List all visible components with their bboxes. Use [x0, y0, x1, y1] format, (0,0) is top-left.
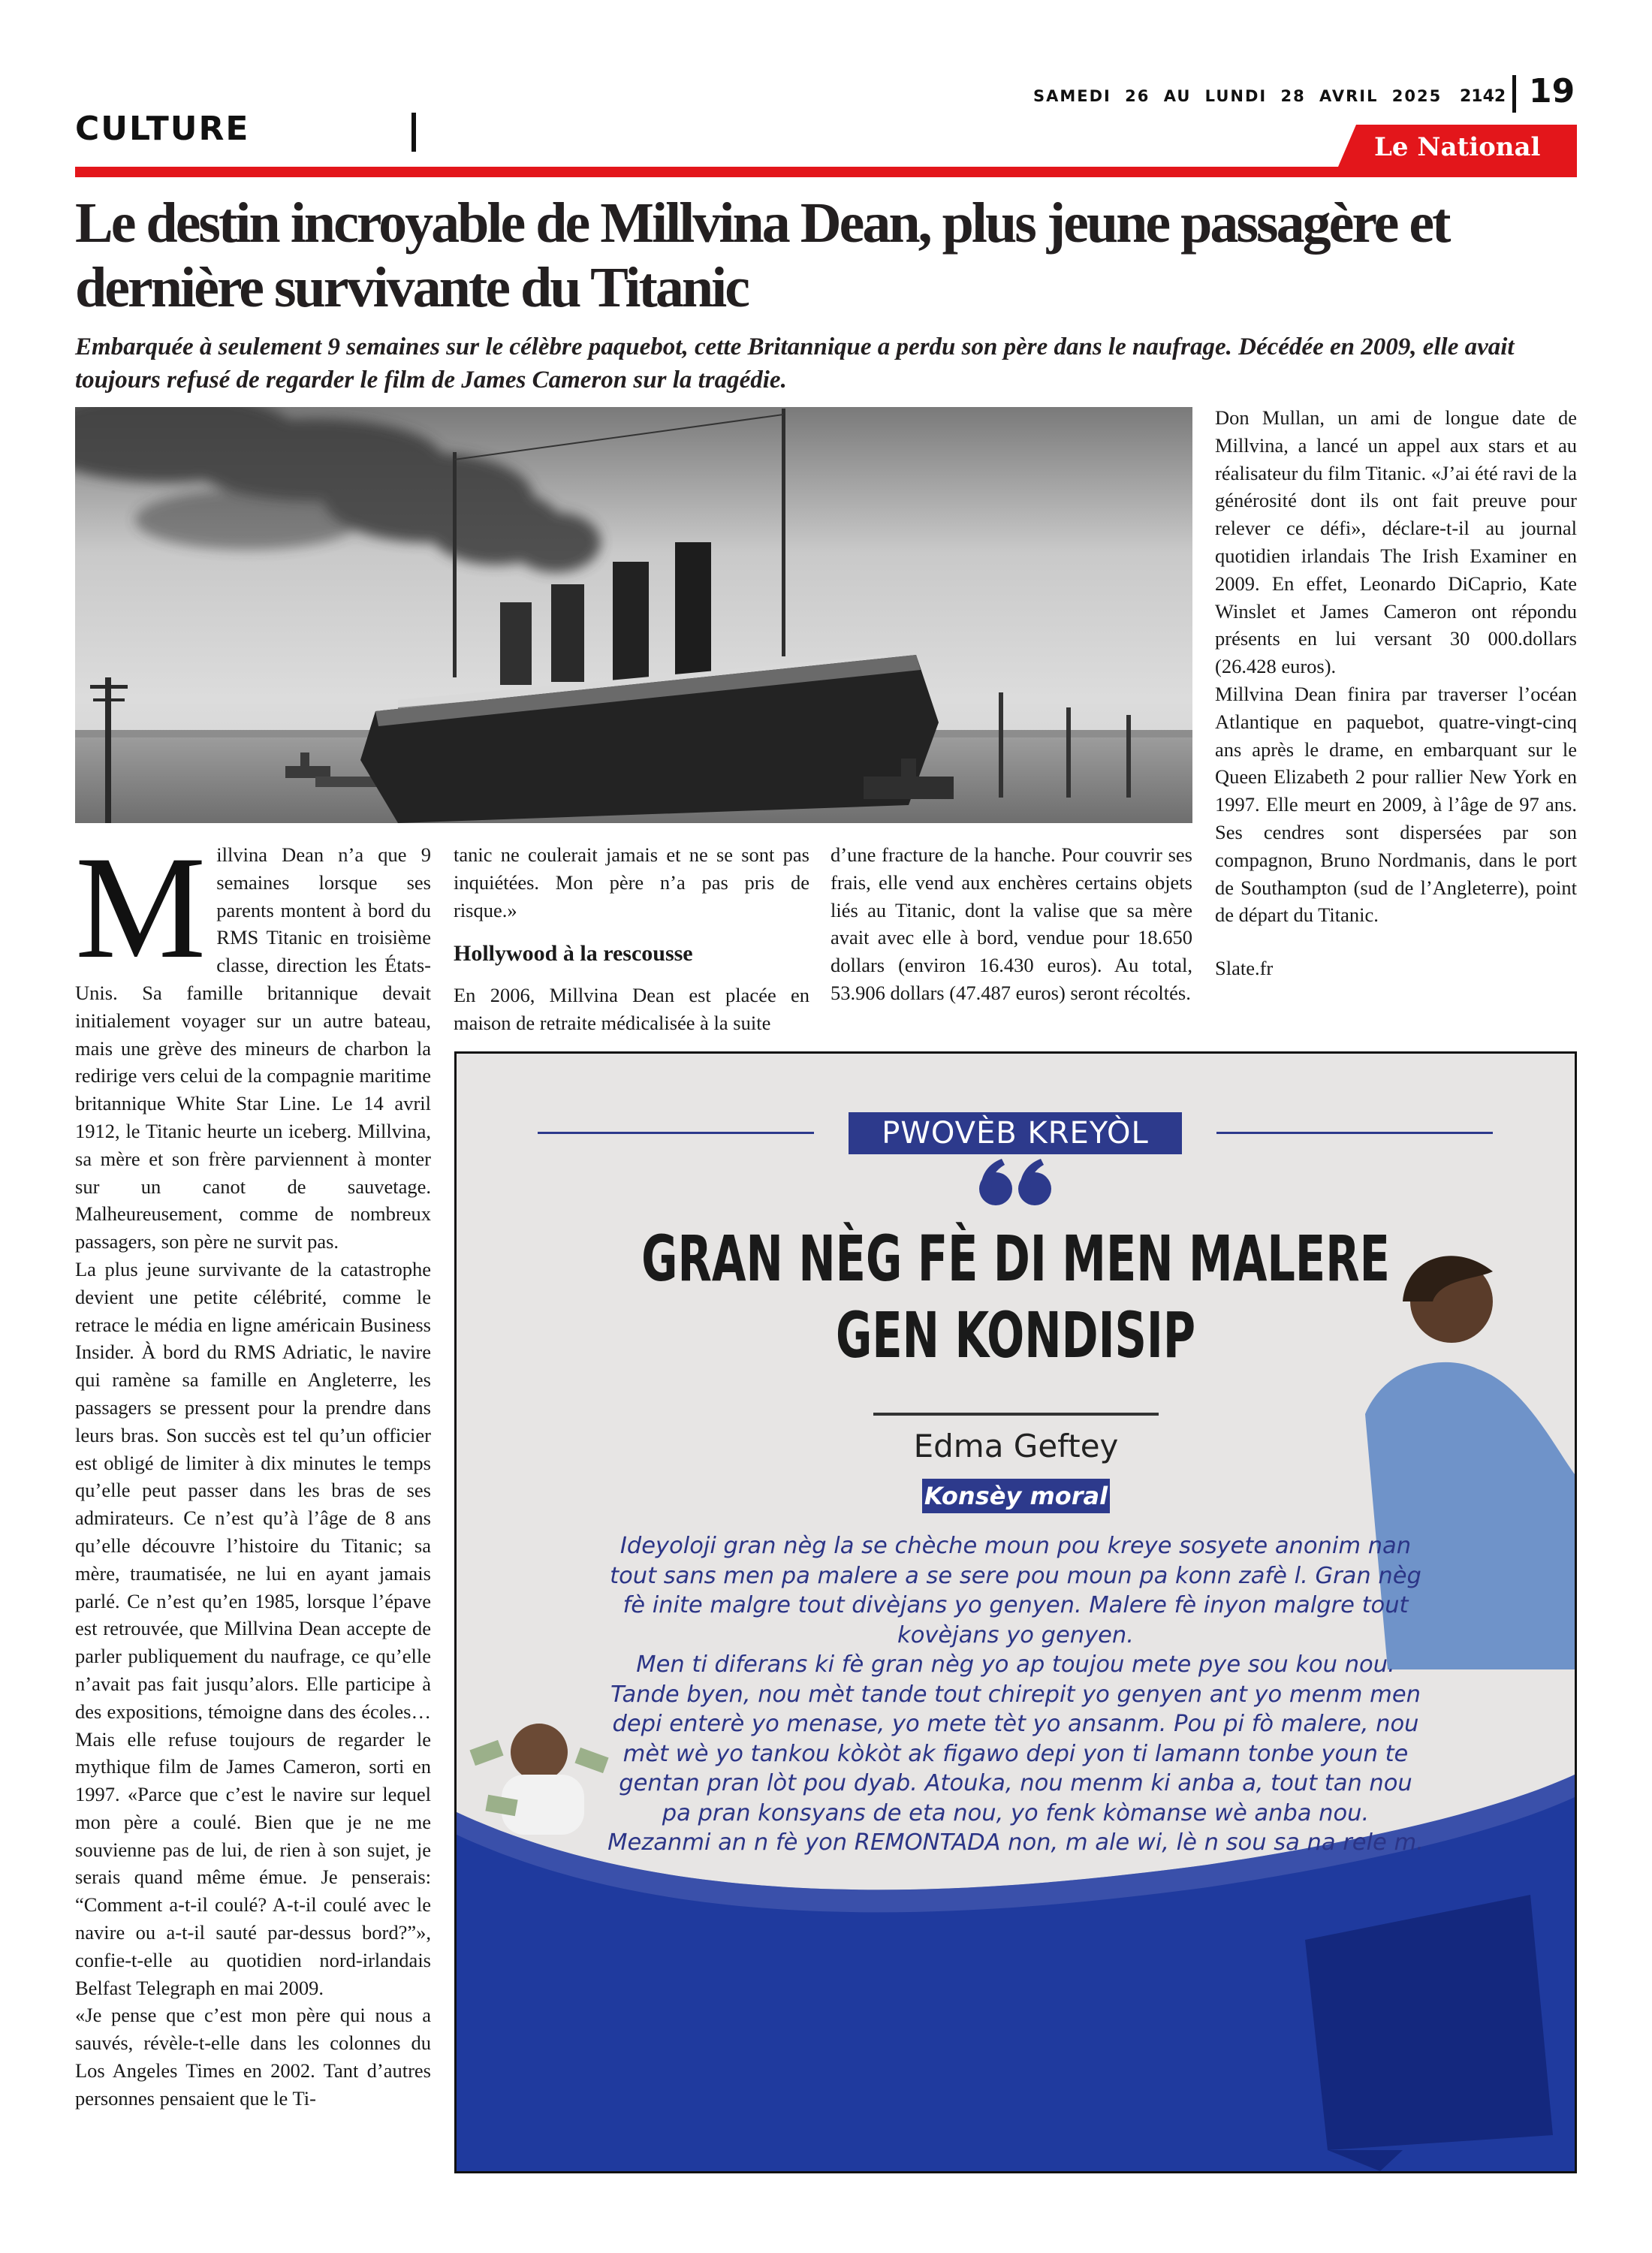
- ad-paragraph: Mezanmi an n fè yon REMONTADA non, m ale wi, lè n sou sa na rele m.: [607, 1829, 1424, 1856]
- page-number: 19: [1529, 72, 1575, 110]
- ad-author: Edma Geftey: [913, 1428, 1119, 1464]
- article-paragraph: illvina Dean n’a que 9 semaines lorsque ses parents montent à bord du RMS Titanic en troisième classe, direction les États-Unis. Sa famille britannique devait initialement voyager sur un autre bateau, mais une grève des mineurs de charbon la redirige vers celui de la compagnie maritime britannique White Star Line. Le 14 avril 1912, le Titanic heurte un iceberg. Millvina, sa mère et son frère parviennent à monter sur un canot de sauvetage. Malheureusement, comme de nombreux passagers, son père ne survit pas.: [75, 843, 431, 1253]
- ad-paragraph: Men ti diferans ki fè gran nèg yo ap toujou mete pye sou kou nou. Tande byen, nou mèt tande tout chirepit yo genyen ant yo menm men depi enterè yo menase, yo mete tèt yo ansanm. Pou pi fò malere, nou mèt wè yo tankou kòkòt ak figawo depi yon ti lamann tonbe youn te gentan pran lòt pou dyab. Atouka, nou menm ki anba a, tout tan nou pa pran konsyans de eta nou, yo fenk kòmanse wè anba nou.: [610, 1651, 1421, 1826]
- article-paragraph: «Je pense que c’est mon père qui nous a sauvés, révèle-t-elle dans les colonnes du Los Angeles Times en 2002. Tant d’autres personnes pensaient que le Ti-: [75, 2004, 431, 2110]
- article-column-4: [1215, 404, 1577, 982]
- ad-body: [607, 1531, 1424, 1858]
- issue-number: 2142: [1460, 87, 1506, 106]
- article-headline: Le destin incroyable de Millvina Dean, plus jeune passagère et dernière survivante du Titanic: [75, 192, 1449, 319]
- ad-title: [626, 1220, 1405, 1374]
- titanic-photo: [75, 407, 1192, 823]
- article-paragraph: Don Mullan, un ami de longue date de Millvina, a lancé un appel aux stars et au réalisateur du film Titanic. «J’ai été ravi de la générosité dont ils ont fait preuve pour relever ce défi», déclare-t-il au journal quotidien irlandais The Irish Examiner en 2009. En effet, Leonardo DiCaprio, Kate Winslet et James Cameron ont répondu présents en lui versant 30 000.dollars (26.428 euros).: [1215, 406, 1578, 678]
- section-label: CULTURE: [75, 110, 250, 148]
- article-column-3: [831, 841, 1192, 1007]
- ad-paragraph: Ideyoloji gran nèg la se chèche moun pou kreye sosyete anonim nan tout sans men pa malere a se sere pou moun pa konn zafè l. Gran nèg fè inite malgre tout divèjans yo genyen. Malere fè inyon malgre tout kovèjans yo genyen.: [610, 1533, 1421, 1648]
- article-credit: Slate.fr: [1215, 957, 1274, 980]
- page-number-divider: [1512, 75, 1516, 113]
- man-with-money-illustration: [469, 1724, 608, 1835]
- section-divider: [411, 113, 416, 152]
- article-column-2: [454, 841, 809, 1037]
- ad-title-line-2: GEN KONDISIP: [835, 1298, 1196, 1372]
- article-paragraph: Millvina Dean finira par traverser l’océan Atlantique en paquebot, quatre-vingt-cinq ans après le drame, en embarquant sur le Queen Elizabeth 2 pour rallier New York en 1997. Elle meurt en 2009, à l’âge de 97 ans. Ses cendres sont dispersées par son compagnon, Bruno Nordmanis, dans le port de Southampton (sud de l’Angleterre), point de départ du Titanic.: [1215, 682, 1577, 927]
- article-paragraph: La plus jeune survivante de la catastrophe devient une petite célébrité, comme le retrace le média en ligne américain Business Insider. À bord du RMS Adriatic, le navire qui ramène sa famille en Angleterre, les passagers se pressent pour la prendre dans leurs bras. Son succès est tel qu’un officier est obligé de limiter à dix minutes le temps qu’elle peut passer dans les bras de ses admirateurs. Ce n’est qu’à l’âge de 8 ans qu’elle découvre l’histoire du Titanic; sa mère, traumatisée, ne lui en ayant jamais parlé. Ce n’est qu’en 1985, lorsque l’épave est retrouvée, que Millvina Dean accepte de parler publiquement du naufrage, ce qu’elle n’avait pas fait jusqu’alors. Elle participe à des expositions, témoigne dans des écoles… Mais elle refuse toujours de regarder le mythique film de James Cameron, sorti en 1997. «Parce que c’est le navire sur lequel mon père a coulé. Bien que je ne me souvienne pas de lui, de rien à son sujet, je serais quand même émue. Je penserais: “Comment a-t-il coulé? A-t-il coulé avec le navire ou a-t-il sauté par-dessus bord?”», confie-t-elle au quotidien nord-irlandais Belfast Telegraph en mai 2009.: [75, 1257, 431, 1999]
- article-paragraph: tanic ne coulerait jamais et ne se sont pas inquiétées. Mon père n’a pas pris de risque.»: [454, 843, 809, 921]
- article-paragraph: d’une fracture de la hanche. Pour couvrir ses frais, elle vend aux enchères certains objets liés au Titanic, dont la valise que sa mère avait avec elle à bord, vendue pour 18.650 dollars (environ 16.430 euros). Au total, 53.906 dollars (47.487 euros) seront récoltés.: [831, 843, 1192, 1004]
- issue-date: SAMEDI 26 AU LUNDI 28 AVRIL 2025: [1033, 87, 1442, 105]
- article-column-1: [75, 826, 431, 2113]
- ad-title-line-1: GRAN NÈG FÈ DI MEN MALERE: [641, 1222, 1390, 1295]
- ad-panel: [454, 1051, 1577, 2173]
- article-subhead: Hollywood à la rescousse: [454, 941, 693, 967]
- masthead-name: Le National: [1374, 132, 1541, 162]
- article-standfirst: Embarquée à seulement 9 semaines sur le célèbre paquebot, cette Britannique a perdu son père dans le naufrage. Décédée en 2009, elle avait toujours refusé de regarder le film de James Cameron sur la tragédie.: [75, 333, 1515, 394]
- article-paragraph: En 2006, Millvina Dean est placée en maison de retraite médicalisée à la suite: [454, 984, 809, 1034]
- drop-cap: M: [75, 826, 206, 989]
- ad-author-role: Konsèy moral: [922, 1479, 1110, 1513]
- ad-category-tag: PWOVÈB KREYÒL: [849, 1112, 1182, 1154]
